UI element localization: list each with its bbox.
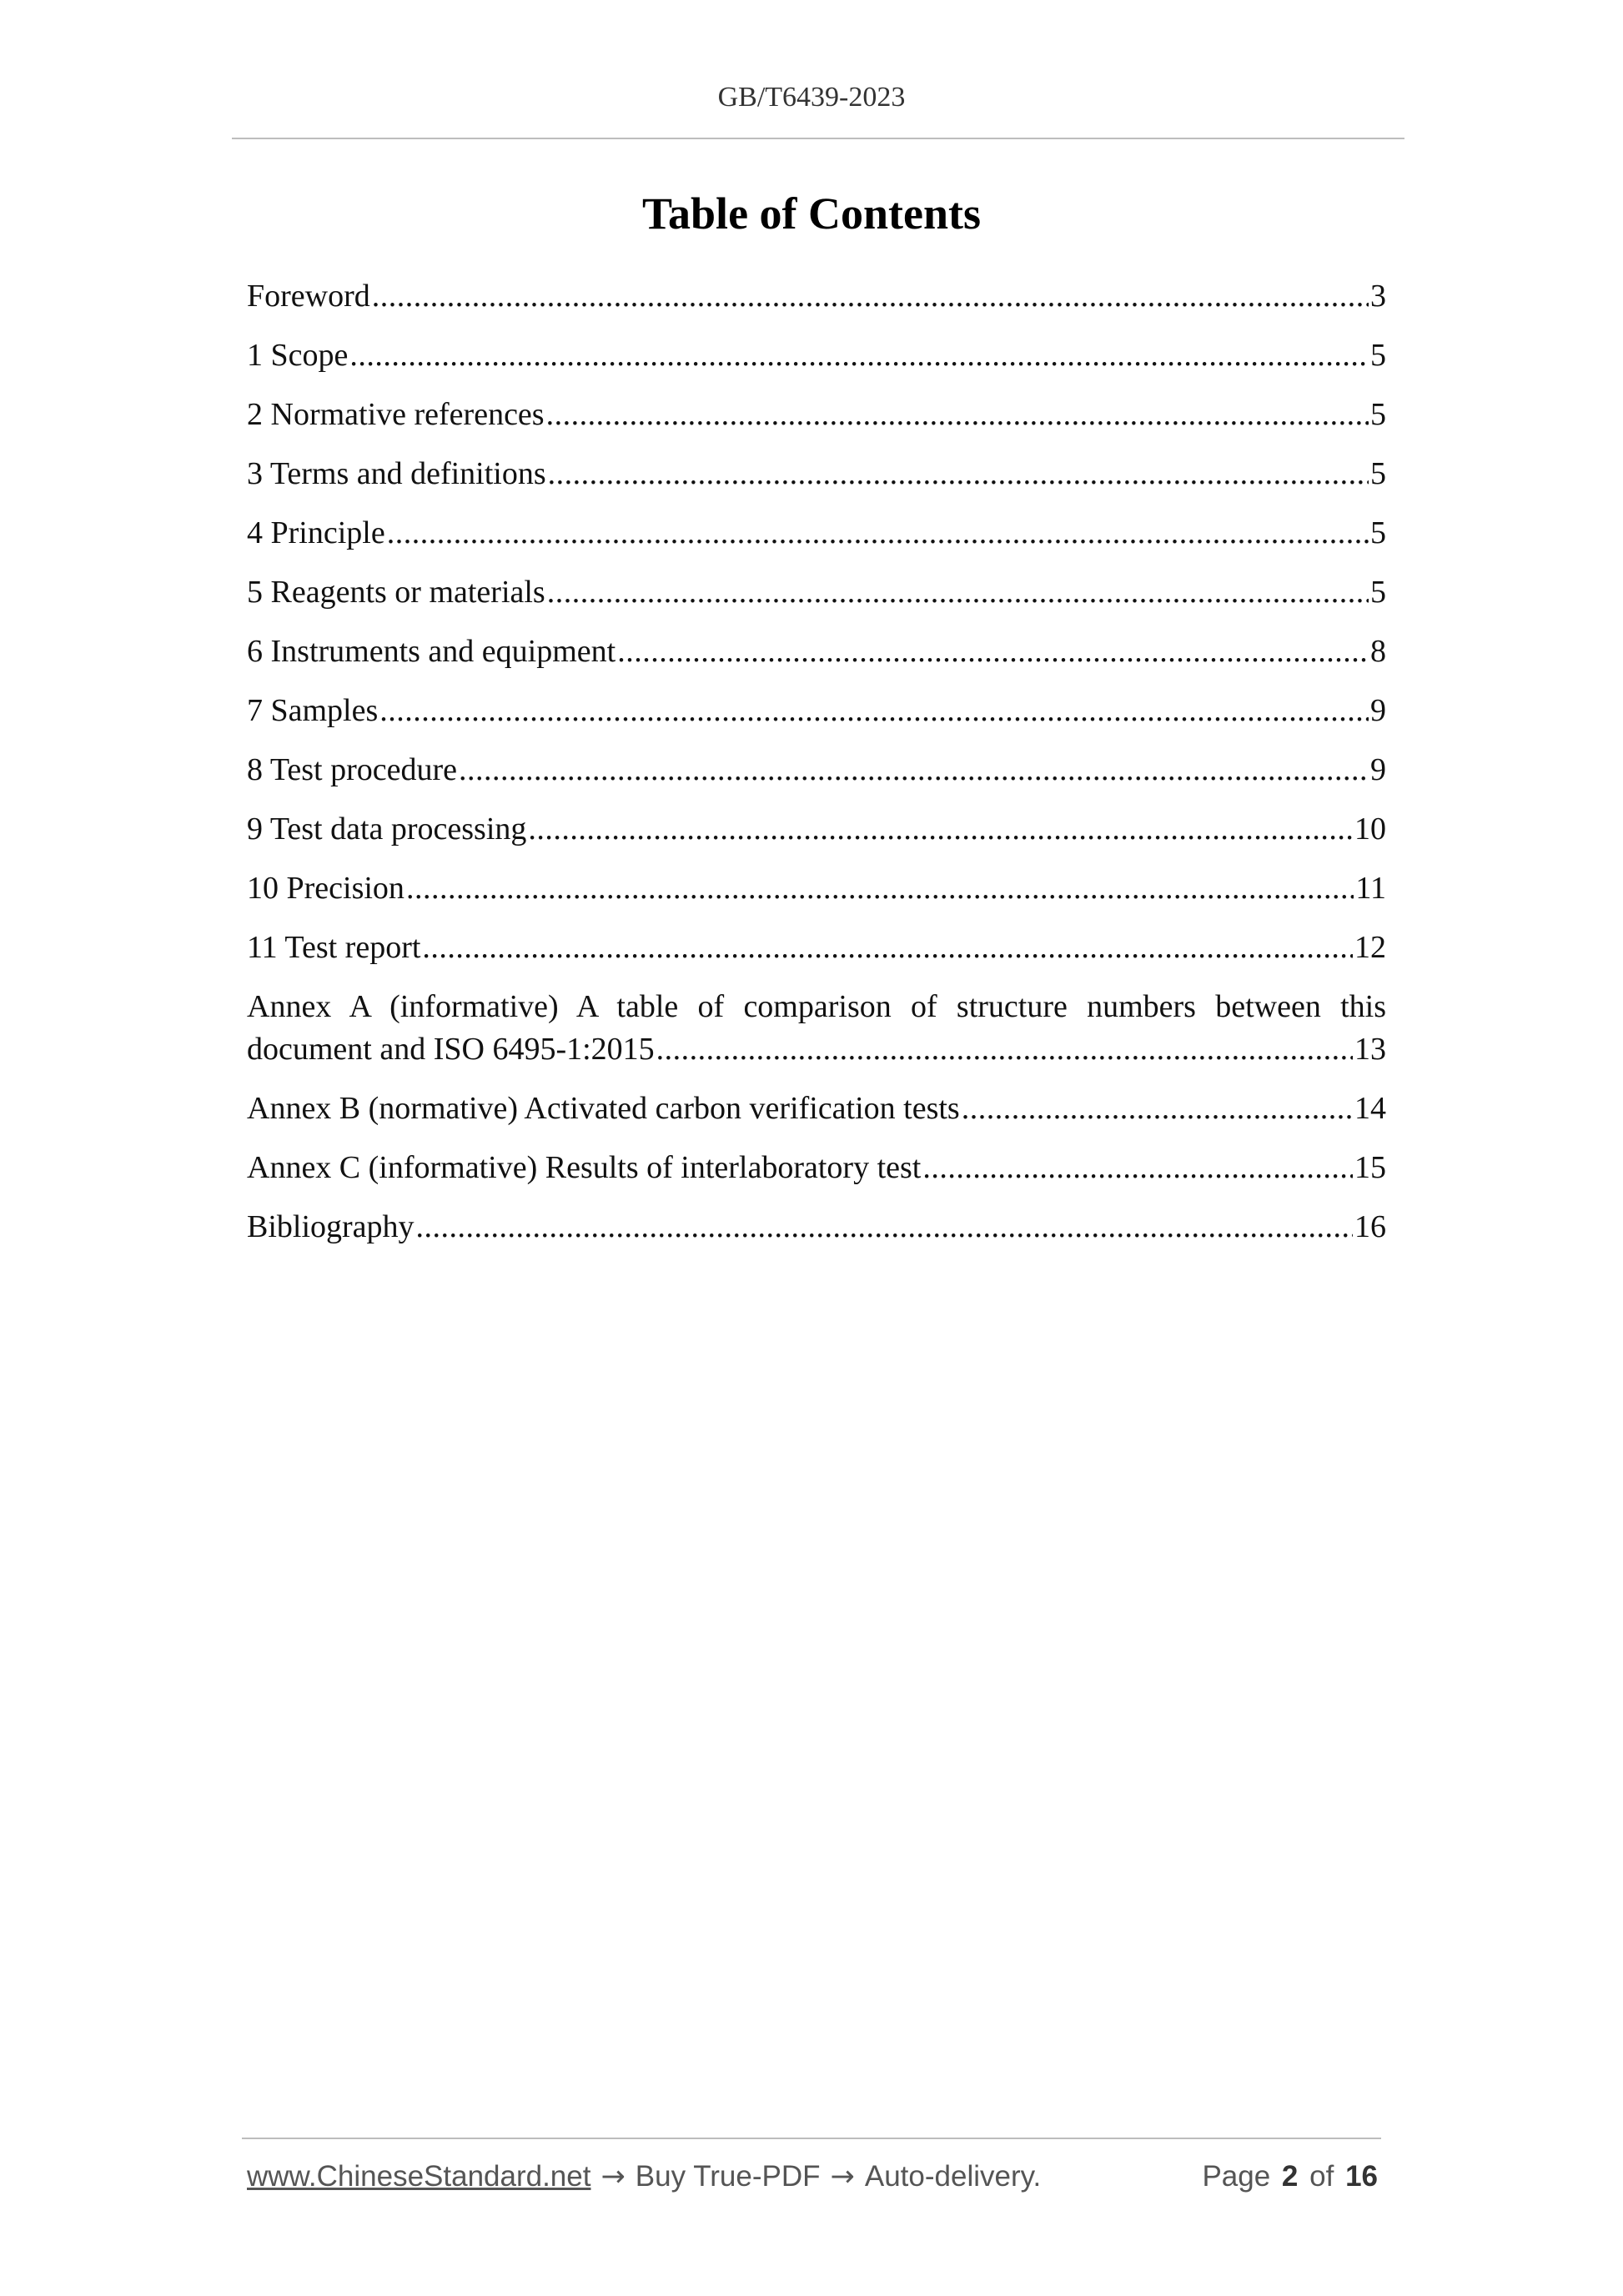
total-pages-number: 16 bbox=[1345, 2160, 1378, 2193]
toc-entry-label: 1 Scope bbox=[247, 338, 349, 373]
toc-entry-page: 9 bbox=[1370, 752, 1386, 787]
toc-entry-page: 14 bbox=[1354, 1091, 1386, 1126]
arrow-right-icon: → bbox=[830, 2160, 855, 2193]
toc-entry-label: 3 Terms and definitions bbox=[247, 456, 546, 491]
toc-entry-label: Bibliography bbox=[247, 1209, 415, 1244]
toc-entry-terms-definitions[interactable] bbox=[247, 453, 1386, 495]
toc-leader-dots bbox=[459, 749, 1369, 791]
toc-entry-annex-b[interactable] bbox=[247, 1088, 1386, 1130]
toc-entry-samples[interactable] bbox=[247, 690, 1386, 732]
toc-entry-page: 13 bbox=[1354, 1032, 1386, 1067]
toc-leader-dots bbox=[922, 1147, 1353, 1189]
toc-entry-page: 9 bbox=[1370, 693, 1386, 728]
toc-entry-principle[interactable] bbox=[247, 512, 1386, 555]
toc-entry-label: 2 Normative references bbox=[247, 397, 545, 432]
toc-entry-label: 5 Reagents or materials bbox=[247, 575, 545, 610]
toc-entry-page: 15 bbox=[1354, 1150, 1386, 1185]
toc-entry-page: 10 bbox=[1354, 811, 1386, 847]
toc-title: Table of Contents bbox=[641, 188, 982, 239]
toc-leader-dots bbox=[548, 453, 1369, 495]
toc-entry-instruments[interactable] bbox=[247, 631, 1386, 673]
toc-entry-page: 3 bbox=[1370, 279, 1386, 314]
header-divider bbox=[232, 138, 1404, 139]
arrow-right-icon: → bbox=[600, 2160, 626, 2193]
toc-entry-test-report[interactable] bbox=[247, 927, 1386, 969]
toc-leader-dots bbox=[387, 512, 1369, 555]
toc-leader-dots bbox=[379, 690, 1369, 732]
toc-entry-label: Foreword bbox=[247, 279, 370, 314]
toc-leader-dots bbox=[528, 808, 1353, 851]
toc-entry-reagents[interactable] bbox=[247, 571, 1386, 614]
toc-entry-page: 5 bbox=[1370, 397, 1386, 432]
toc-entry-label: 11 Test report bbox=[247, 930, 421, 965]
toc-entry-test-procedure[interactable] bbox=[247, 749, 1386, 791]
of-word: of bbox=[1309, 2160, 1334, 2193]
toc-leader-dots bbox=[656, 1028, 1353, 1071]
toc-entry-test-data-processing[interactable] bbox=[247, 808, 1386, 851]
toc-entry-foreword[interactable] bbox=[247, 275, 1386, 318]
toc-entry-bibliography[interactable] bbox=[247, 1206, 1386, 1248]
table-of-contents bbox=[247, 275, 1386, 1265]
toc-entry-label-line1: Annex A (informative) A table of comparison of structure numbers between this bbox=[247, 989, 1386, 1024]
toc-entry-precision[interactable] bbox=[247, 867, 1386, 910]
buy-pdf-text: Buy True-PDF bbox=[635, 2160, 821, 2193]
toc-entry-label: 4 Principle bbox=[247, 515, 385, 550]
auto-delivery-text: Auto-delivery. bbox=[864, 2160, 1042, 2193]
current-page-number: 2 bbox=[1281, 2160, 1299, 2193]
toc-leader-dots bbox=[372, 275, 1369, 318]
toc-entry-annex-c[interactable] bbox=[247, 1147, 1386, 1189]
toc-entry-label: 8 Test procedure bbox=[247, 752, 457, 787]
toc-leader-dots bbox=[406, 867, 1354, 910]
toc-leader-dots bbox=[416, 1206, 1353, 1248]
toc-leader-dots bbox=[547, 571, 1369, 614]
toc-entry-label: 7 Samples bbox=[247, 693, 379, 728]
toc-entry-label: Annex C (informative) Results of interlaboratory test bbox=[247, 1150, 922, 1185]
toc-entry-page: 8 bbox=[1370, 634, 1386, 669]
footer-promo bbox=[247, 2160, 1041, 2193]
toc-entry-page: 16 bbox=[1354, 1209, 1386, 1244]
toc-entry-label-line2: document and ISO 6495-1:2015 bbox=[247, 1032, 655, 1067]
running-header: GB/T6439-2023 bbox=[717, 82, 906, 113]
toc-entry-label: 9 Test data processing bbox=[247, 811, 527, 847]
toc-entry-page: 5 bbox=[1370, 575, 1386, 610]
toc-entry-annex-a[interactable] bbox=[247, 986, 1386, 1071]
toc-entry-page: 5 bbox=[1370, 456, 1386, 491]
toc-leader-dots bbox=[422, 927, 1353, 969]
toc-entry-page: 12 bbox=[1354, 930, 1386, 965]
toc-entry-label: Annex B (normative) Activated carbon verification tests bbox=[247, 1091, 960, 1126]
page-word: Page bbox=[1202, 2160, 1271, 2193]
toc-leader-dots bbox=[962, 1088, 1353, 1130]
site-link[interactable]: www.ChineseStandard.net bbox=[247, 2160, 591, 2193]
toc-entry-scope[interactable] bbox=[247, 334, 1386, 377]
toc-leader-dots bbox=[546, 394, 1369, 436]
footer-divider bbox=[242, 2138, 1381, 2139]
toc-entry-label: 10 Precision bbox=[247, 871, 404, 906]
toc-entry-page: 11 bbox=[1355, 871, 1386, 906]
page-footer bbox=[247, 2160, 1378, 2193]
toc-leader-dots bbox=[349, 334, 1369, 377]
page-indicator bbox=[1198, 2160, 1378, 2193]
toc-entry-page: 5 bbox=[1370, 338, 1386, 373]
toc-entry-normative-references[interactable] bbox=[247, 394, 1386, 436]
toc-entry-label: 6 Instruments and equipment bbox=[247, 634, 616, 669]
toc-leader-dots bbox=[617, 631, 1369, 673]
toc-entry-page: 5 bbox=[1370, 515, 1386, 550]
